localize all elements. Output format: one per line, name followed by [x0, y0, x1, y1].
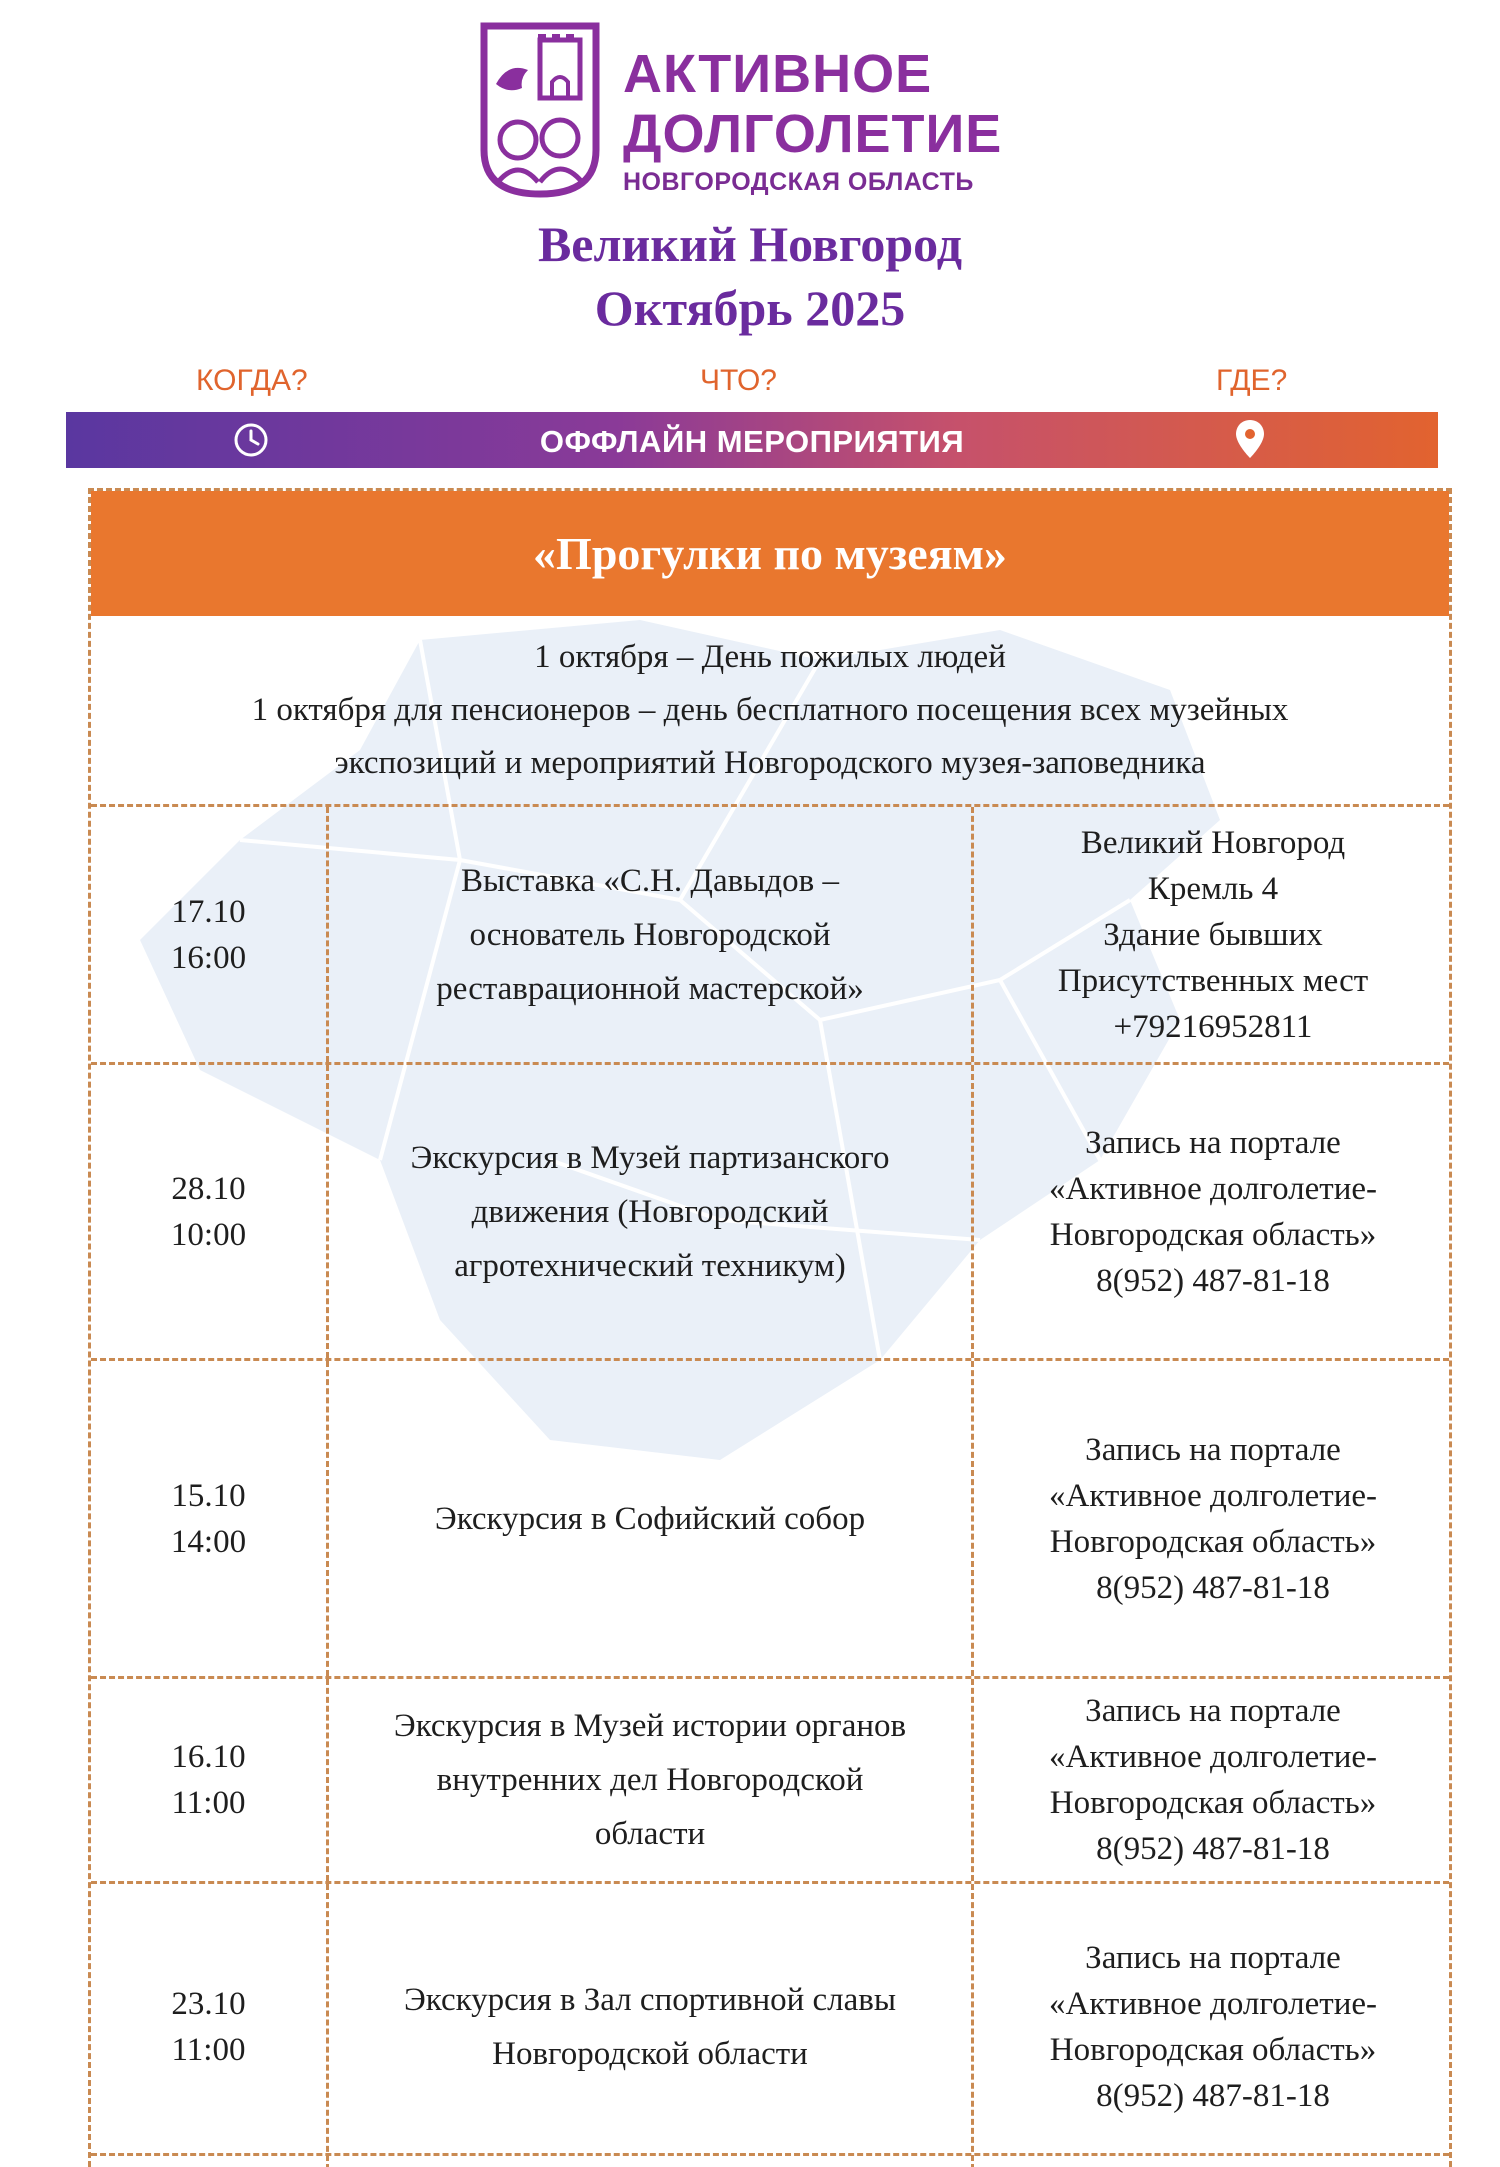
event-time: 14:00	[170, 1523, 247, 1560]
section-intro	[91, 616, 1449, 804]
event-location-line: «Активное долголетие-	[1049, 1477, 1377, 1514]
logo	[478, 22, 1038, 200]
event-title	[326, 1065, 974, 1358]
event-title-line: движения (Новгородский	[471, 1193, 829, 1230]
event-title	[326, 1361, 974, 1676]
event-location-line: Запись на портале	[1085, 1431, 1341, 1468]
event-date: 23.10	[171, 1986, 246, 2022]
event-datetime	[91, 1884, 326, 2167]
location-pin-icon	[1234, 418, 1266, 460]
event-location-line: Здание бывших	[1103, 916, 1323, 953]
event-location-line: «Активное долголетие-	[1049, 1739, 1377, 1775]
event-location-line: Новгородская область»	[1049, 1785, 1377, 1821]
title-city: Великий Новгород	[537, 216, 963, 272]
event-title	[326, 1884, 974, 2167]
event-title-line: Новгородской области	[492, 2036, 808, 2072]
table-row	[91, 1062, 1449, 1358]
intro-line-3: экспозиций и мероприятий Новгородского музея-заповедника	[334, 744, 1206, 781]
event-title-line: Экскурсия в Софийский собор	[434, 1500, 866, 1537]
event-title	[326, 807, 974, 1062]
logo-line-1: АКТИВНОЕ	[623, 44, 933, 104]
table-row	[91, 1676, 1449, 1881]
label-what: ЧТО?	[700, 364, 777, 397]
event-phone: +79216952811	[1113, 1008, 1313, 1045]
intro-line-2: 1 октября для пенсионеров – день бесплатного посещения всех музейных	[251, 691, 1289, 728]
event-title-line: Экскурсия в Музей партизанского	[410, 1139, 890, 1176]
event-location-line: «Активное долголетие-	[1049, 1986, 1377, 2022]
offline-events-label: ОФФЛАЙН МЕРОПРИЯТИЯ	[539, 424, 965, 459]
event-datetime	[91, 1361, 326, 1676]
table-row	[91, 1881, 1449, 2167]
logo-line-2: ДОЛГОЛЕТИЕ	[623, 104, 1003, 164]
event-title-line: Выставка «С.Н. Давыдов –	[461, 862, 839, 899]
event-location-line: Новгородская область»	[1049, 2032, 1377, 2068]
event-location-line: Присутственных мест	[1057, 962, 1369, 999]
event-location-line: Запись на портале	[1085, 1693, 1341, 1729]
event-title-line: основатель Новгородской	[469, 916, 831, 953]
event-time: 11:00	[171, 1785, 246, 1821]
table-bottom-rule	[91, 2153, 1449, 2156]
event-location-line: «Активное долголетие-	[1049, 1170, 1377, 1207]
title-month: Октябрь 2025	[594, 280, 906, 336]
logo-text	[623, 44, 1002, 200]
event-date: 28.10	[171, 1170, 246, 1207]
event-location-line: Запись на портале	[1085, 1124, 1341, 1161]
event-date: 15.10	[171, 1477, 246, 1514]
label-where: ГДЕ?	[1216, 364, 1288, 397]
event-location	[974, 1065, 1452, 1358]
event-location	[974, 1884, 1452, 2167]
event-date: 17.10	[171, 893, 246, 930]
event-datetime	[91, 1679, 326, 1881]
event-location-line: Новгородская область»	[1049, 1216, 1377, 1253]
page-title	[0, 212, 1500, 340]
event-location	[974, 807, 1452, 1062]
event-location-line: Запись на портале	[1085, 1940, 1341, 1976]
table-row	[91, 1358, 1449, 1676]
logo-line-3: НОВГОРОДСКАЯ ОБЛАСТЬ	[623, 168, 974, 196]
event-location	[974, 1679, 1452, 1881]
event-phone: 8(952) 487-81-18	[1096, 1831, 1330, 1867]
event-location	[974, 1361, 1452, 1676]
event-time: 16:00	[170, 939, 247, 976]
label-when: КОГДА?	[196, 364, 308, 397]
event-title-line: внутренних дел Новгородской	[436, 1762, 864, 1798]
section-title: «Прогулки по музеям»	[91, 491, 1449, 616]
event-datetime	[91, 1065, 326, 1358]
table-row	[91, 804, 1449, 1062]
event-time: 10:00	[170, 1216, 247, 1253]
logo-emblem-icon	[478, 22, 602, 200]
events-table	[88, 488, 1452, 2167]
event-phone: 8(952) 487-81-18	[1096, 1569, 1330, 1606]
intro-line-1: 1 октября – День пожилых людей	[534, 638, 1006, 675]
event-title-line: Экскурсия в Музей истории органов	[393, 1708, 907, 1744]
event-title-line: Экскурсия в Зал спортивной славы	[403, 1982, 897, 2018]
event-date: 16.10	[171, 1739, 246, 1775]
offline-events-bar	[66, 412, 1438, 468]
event-title-line: области	[594, 1816, 706, 1852]
event-datetime	[91, 807, 326, 1062]
event-title-line: агротехнический техникум)	[454, 1247, 846, 1284]
event-time: 11:00	[171, 2032, 246, 2068]
event-location-line: Новгородская область»	[1049, 1523, 1377, 1560]
event-title-line: реставрационной мастерской»	[436, 970, 864, 1007]
column-labels	[66, 364, 1438, 404]
event-phone: 8(952) 487-81-18	[1096, 1262, 1330, 1299]
event-phone: 8(952) 487-81-18	[1096, 2078, 1330, 2114]
event-location-line: Великий Новгород	[1080, 824, 1346, 861]
event-title	[326, 1679, 974, 1881]
event-location-line: Кремль 4	[1147, 870, 1279, 907]
